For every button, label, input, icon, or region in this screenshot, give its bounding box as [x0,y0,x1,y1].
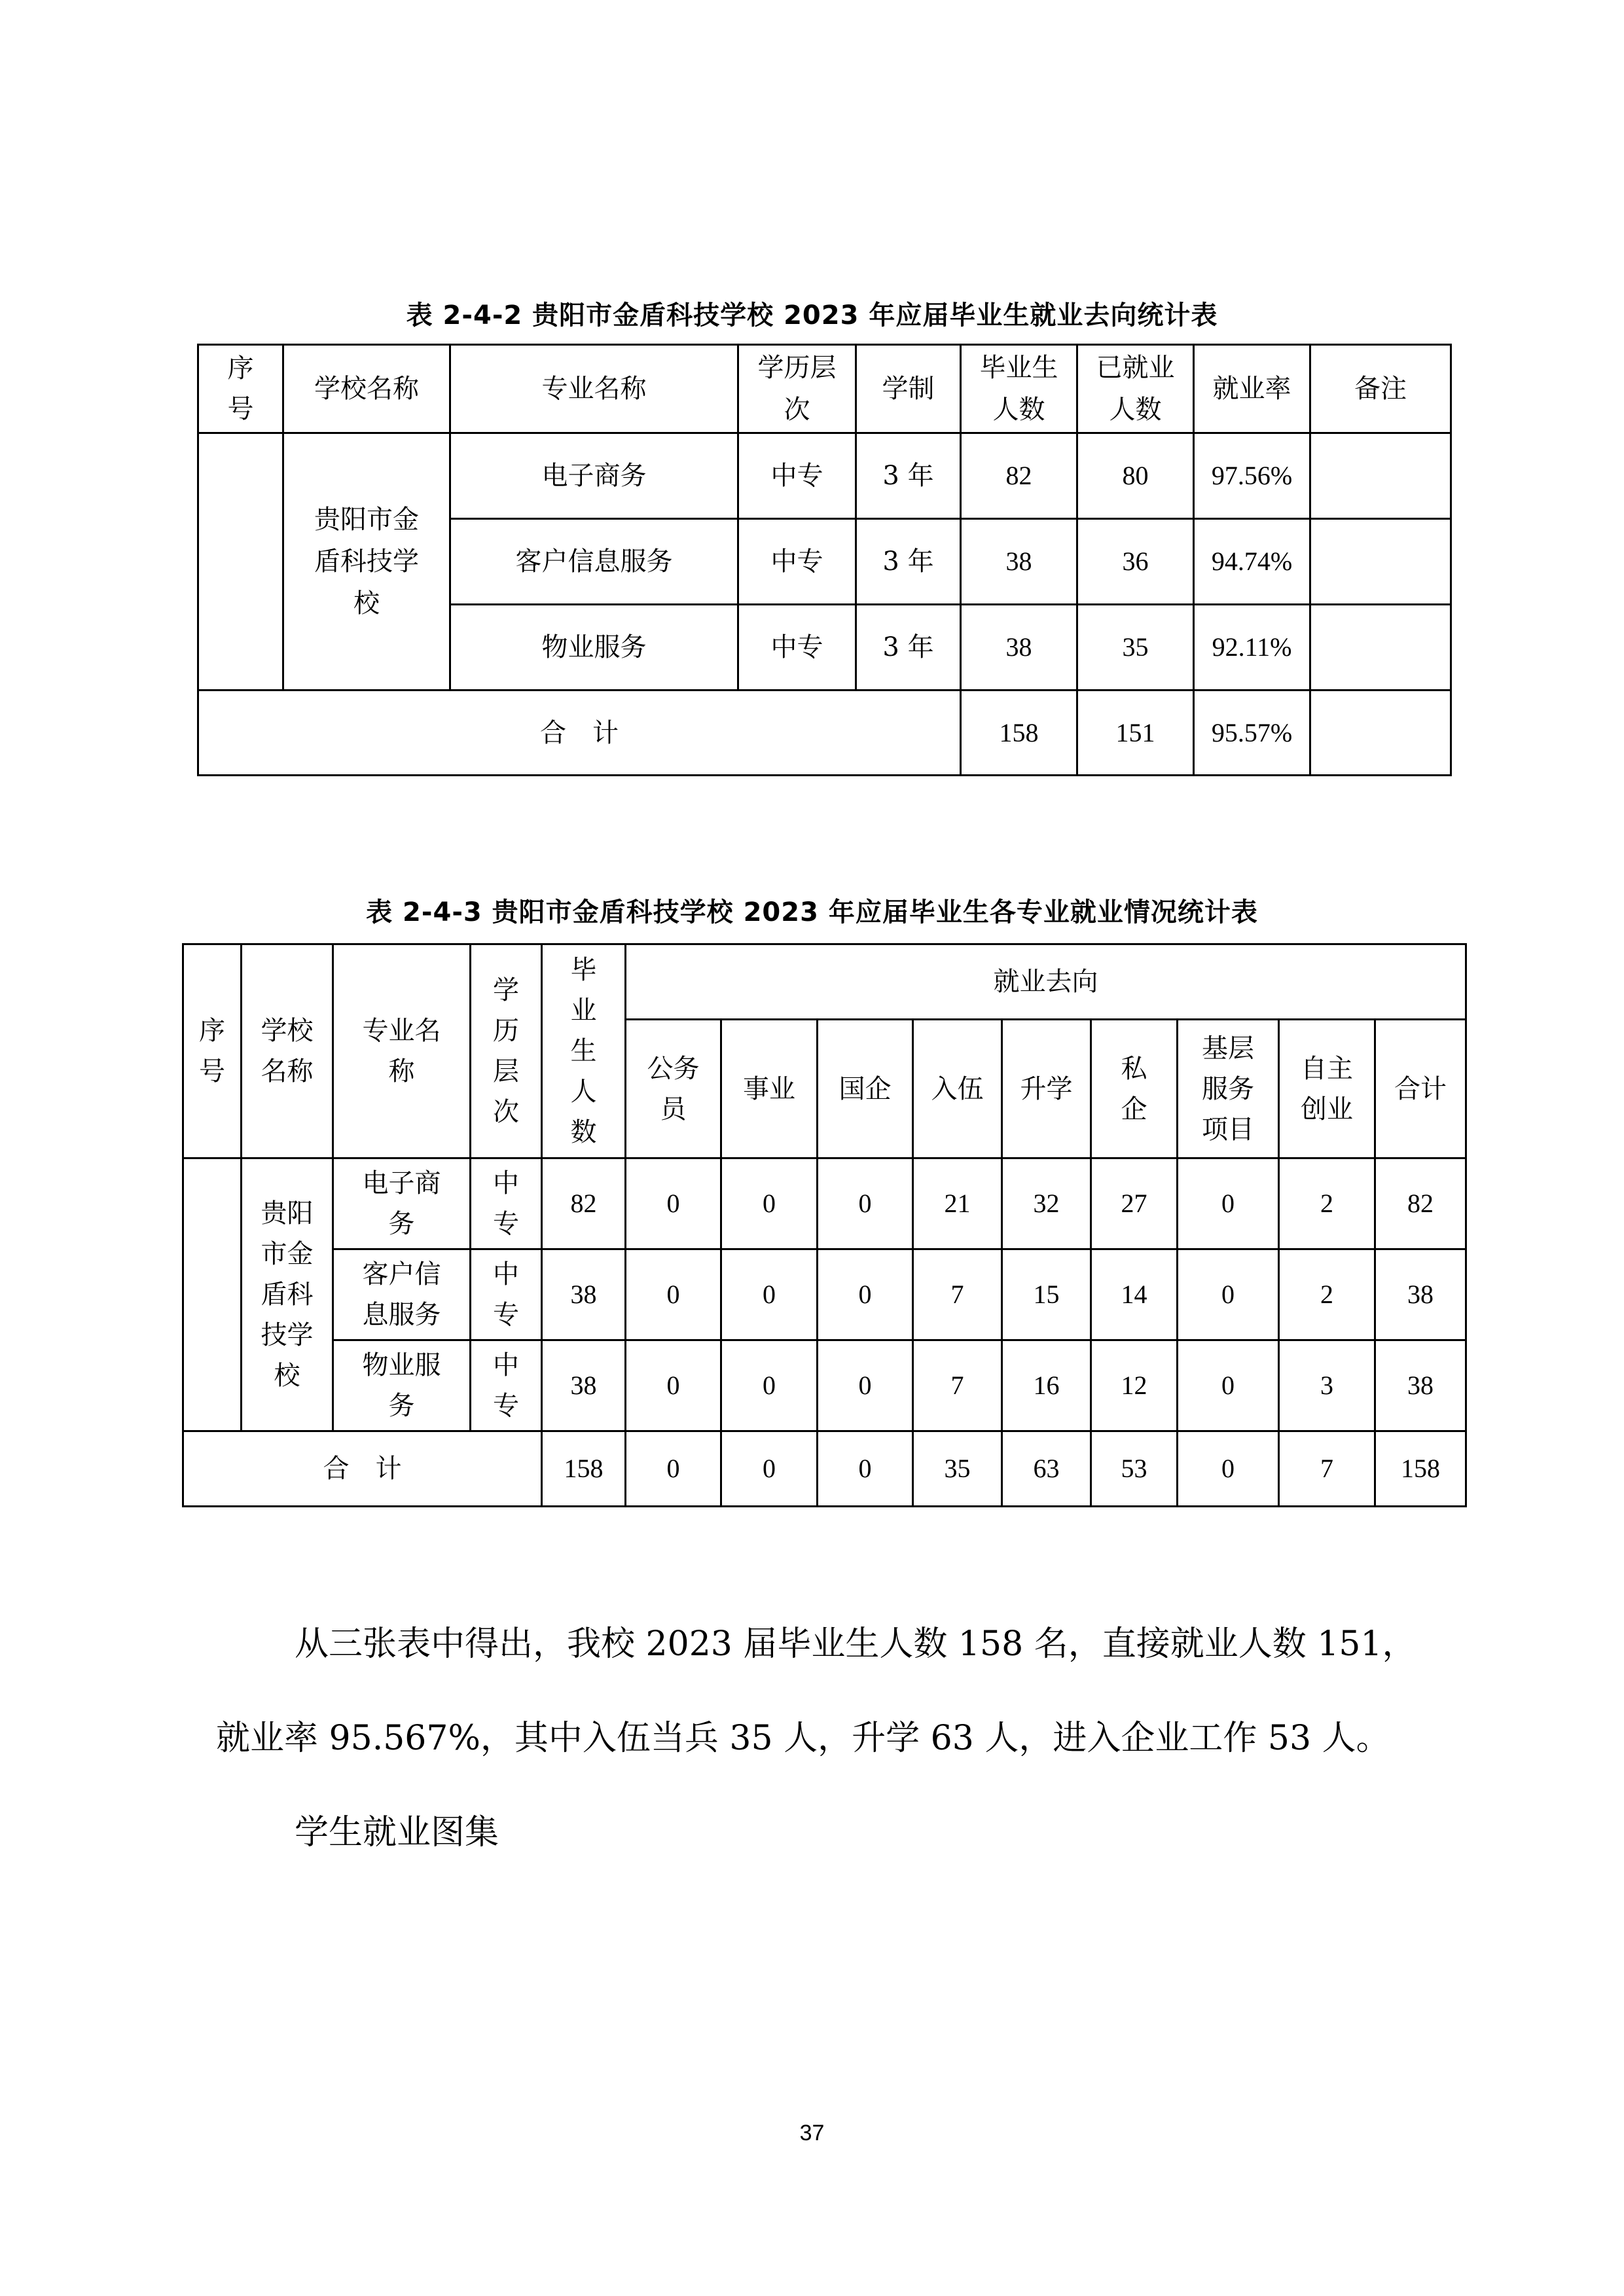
cell-major: 电子商务 [333,1158,471,1249]
cell-value: 0 [721,1158,818,1249]
total-note [1310,691,1451,776]
table2-caption: 表 2-4-3 贵阳市金盾科技学校 2023 年应届毕业生各专业就业情况统计表 [366,897,1258,927]
header-graduates: 毕业生人数 [961,345,1077,433]
header-further-study: 升学 [1002,1020,1091,1158]
header-employed: 已就业人数 [1077,345,1194,433]
header-military: 入伍 [913,1020,1002,1158]
cell-graduates: 38 [961,605,1077,691]
header-rate: 就业率 [1194,345,1310,433]
cell-level: 中专 [738,519,856,605]
header-destination-total: 合计 [1375,1020,1466,1158]
cell-level: 中专 [738,433,856,519]
cell-employed: 36 [1077,519,1194,605]
cell-value: 2 [1279,1249,1375,1340]
cell-value: 2 [1279,1158,1375,1249]
cell-value: 0 [721,1340,818,1431]
cell-value: 0 [626,1340,721,1431]
total-label: 合 计 [198,691,961,776]
cell-graduates: 38 [542,1340,626,1431]
header-public-institution: 事业 [721,1020,818,1158]
table1-total-row [198,691,1451,776]
cell-level: 中专 [738,605,856,691]
total-value: 158 [1375,1431,1466,1507]
total-value: 53 [1091,1431,1178,1507]
major-employment-detail-table [182,943,1467,1507]
cell-employed: 80 [1077,433,1194,519]
cell-value: 82 [1375,1158,1466,1249]
photo-gallery-heading: 学生就业图集 [295,1813,499,1852]
header-destination-group: 就业去向 [626,944,1466,1020]
cell-major: 物业服务 [450,605,738,691]
table2-header-row-1 [183,944,1466,1020]
total-rate: 95.57% [1194,691,1310,776]
total-label: 合 计 [183,1431,542,1507]
cell-rate: 92.11% [1194,605,1310,691]
cell-duration: 3 年 [856,605,961,691]
cell-value: 0 [1178,1249,1279,1340]
cell-graduates: 38 [542,1249,626,1340]
table-row [183,1158,1466,1249]
cell-value: 0 [1178,1158,1279,1249]
header-civil-servant: 公务员 [626,1020,721,1158]
employment-destination-table [197,344,1452,776]
cell-value: 7 [913,1340,1002,1431]
header-graduates: 毕业生人数 [542,944,626,1158]
header-level: 学历层次 [738,345,856,433]
cell-value: 0 [818,1158,913,1249]
cell-value: 7 [913,1249,1002,1340]
cell-value: 0 [721,1249,818,1340]
header-seq: 序号 [198,345,283,433]
cell-level: 中专 [471,1158,542,1249]
cell-value: 21 [913,1158,1002,1249]
header-major: 专业名称 [450,345,738,433]
total-value: 0 [818,1431,913,1507]
cell-value: 16 [1002,1340,1091,1431]
cell-graduates: 82 [961,433,1077,519]
cell-major: 客户信息服务 [450,519,738,605]
table1-caption: 表 2-4-2 贵阳市金盾科技学校 2023 年应届毕业生就业去向统计表 [406,300,1218,331]
cell-value: 38 [1375,1340,1466,1431]
cell-major: 电子商务 [450,433,738,519]
header-duration: 学制 [856,345,961,433]
cell-rate: 97.56% [1194,433,1310,519]
total-employed: 151 [1077,691,1194,776]
header-grassroots-program: 基层服务项目 [1178,1020,1279,1158]
total-value: 63 [1002,1431,1091,1507]
cell-value: 12 [1091,1340,1178,1431]
cell-note [1310,433,1451,519]
cell-rate: 94.74% [1194,519,1310,605]
body-text [216,1597,1447,1880]
cell-value: 38 [1375,1249,1466,1340]
cell-value: 3 [1279,1340,1375,1431]
header-private-enterprise: 私企 [1091,1020,1178,1158]
summary-paragraph: 从三张表中得出，我校 2023 届毕业生人数 158 名，直接就业人数 151，就业率 95.567%，其中入伍当兵 35 人，升学 63 人，进入企业工作 53 人。 [216,1624,1416,1758]
total-graduates: 158 [961,691,1077,776]
header-major: 专业名称 [333,944,471,1158]
header-school: 学校名称 [242,944,333,1158]
cell-value: 0 [626,1249,721,1340]
total-graduates: 158 [542,1431,626,1507]
cell-school: 贵阳市金盾科技学校 [283,433,450,691]
cell-value: 0 [626,1158,721,1249]
total-value: 7 [1279,1431,1375,1507]
cell-value: 32 [1002,1158,1091,1249]
cell-graduates: 38 [961,519,1077,605]
cell-value: 0 [1178,1340,1279,1431]
header-self-employed: 自主创业 [1279,1020,1375,1158]
cell-duration: 3 年 [856,433,961,519]
cell-value: 27 [1091,1158,1178,1249]
cell-note [1310,519,1451,605]
header-seq: 序号 [183,944,242,1158]
table1-header-row [198,345,1451,433]
total-value: 0 [1178,1431,1279,1507]
header-note: 备注 [1310,345,1451,433]
total-value: 0 [626,1431,721,1507]
page-number: 37 [799,2121,825,2145]
cell-employed: 35 [1077,605,1194,691]
cell-seq [183,1158,242,1431]
cell-seq [198,433,283,691]
cell-note [1310,605,1451,691]
cell-value: 14 [1091,1249,1178,1340]
cell-graduates: 82 [542,1158,626,1249]
cell-value: 0 [818,1249,913,1340]
table-row [183,1340,1466,1431]
table2-total-row [183,1431,1466,1507]
cell-major: 客户信息服务 [333,1249,471,1340]
total-value: 35 [913,1431,1002,1507]
table-row [198,433,1451,519]
cell-value: 0 [818,1340,913,1431]
header-school: 学校名称 [283,345,450,433]
cell-major: 物业服务 [333,1340,471,1431]
header-state-enterprise: 国企 [818,1020,913,1158]
cell-value: 15 [1002,1249,1091,1340]
cell-level: 中专 [471,1249,542,1340]
header-level: 学历层次 [471,944,542,1158]
cell-school: 贵阳市金盾科技学校 [242,1158,333,1431]
table-row [183,1249,1466,1340]
total-value: 0 [721,1431,818,1507]
cell-level: 中专 [471,1340,542,1431]
cell-duration: 3 年 [856,519,961,605]
